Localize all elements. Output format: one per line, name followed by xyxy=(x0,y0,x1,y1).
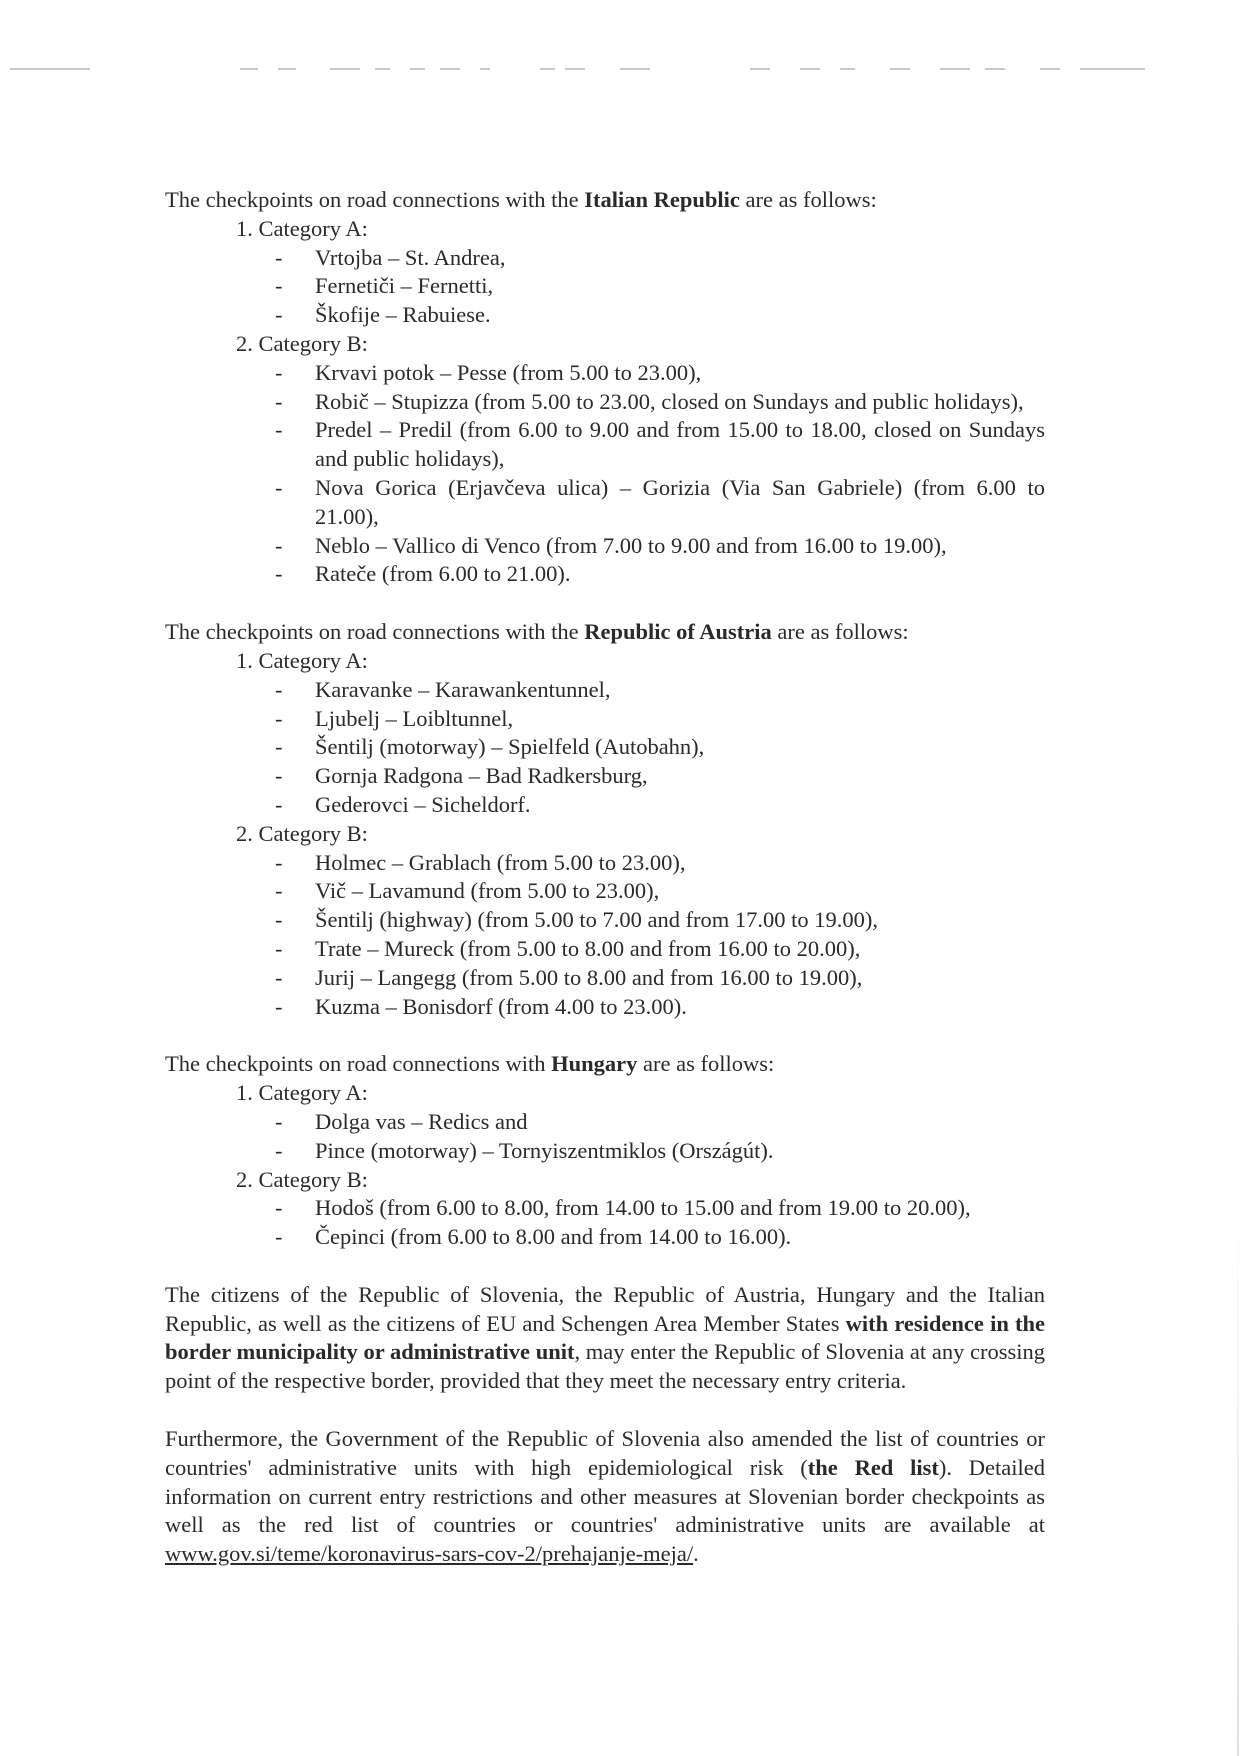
list-item xyxy=(275,1108,1045,1137)
intro-text: The checkpoints on road connections with the xyxy=(165,619,585,645)
checkpoint-text: Trate – Mureck (from 5.00 to 8.00 and from 16.00 to 20.00), xyxy=(315,935,861,961)
dash-bullet: - xyxy=(275,1195,283,1221)
dash-bullet: - xyxy=(275,359,283,385)
page-edge-shadow xyxy=(1237,1200,1239,1756)
category-label: 1. Category A: xyxy=(236,1080,368,1106)
category-label: 2. Category B: xyxy=(236,820,368,846)
checkpoint-text: Šentilj (motorway) – Spielfeld (Autobahn), xyxy=(315,734,705,760)
paragraph-text-end: . xyxy=(693,1541,699,1567)
dash-bullet: - xyxy=(275,734,283,760)
checkpoint-text: Škofije – Rabuiese. xyxy=(315,302,491,328)
list-item xyxy=(275,877,1045,906)
paragraph-text-middle: ). Detailed information on current entry restrictions and other measures at Slovenian border checkpoints as well as the red list of countries or countries' administrative units are available at xyxy=(165,1454,1046,1538)
section-italy xyxy=(165,186,1045,589)
dash-bullet: - xyxy=(275,244,283,270)
checkpoint-list xyxy=(165,676,1045,820)
country-name: Italian Republic xyxy=(584,187,740,212)
section-intro xyxy=(165,1050,1045,1079)
checkpoint-text: Gornja Radgona – Bad Radkersburg, xyxy=(315,763,648,789)
list-item xyxy=(275,560,1045,589)
closing-paragraphs xyxy=(165,1281,1045,1569)
checkpoint-list xyxy=(165,1194,1045,1252)
list-item xyxy=(275,1137,1045,1166)
checkpoint-text: Neblo – Vallico di Venco (from 7.00 to 9.00 and from 16.00 to 19.00), xyxy=(315,532,947,558)
list-item xyxy=(275,791,1045,820)
dash-bullet: - xyxy=(275,705,283,731)
section-intro xyxy=(165,618,1045,647)
checkpoint-text: Fernetiči – Fernetti, xyxy=(315,273,494,299)
category-label: 1. Category A: xyxy=(236,647,368,673)
dash-bullet: - xyxy=(275,302,283,328)
dash-bullet: - xyxy=(275,993,283,1019)
dash-bullet: - xyxy=(275,1224,283,1250)
checkpoint-text: Šentilj (highway) (from 5.00 to 7.00 and from 17.00 to 19.00), xyxy=(315,907,879,933)
checkpoint-text: Krvavi potok – Pesse (from 5.00 to 23.00), xyxy=(315,359,702,385)
checkpoint-text: Hodoš (from 6.00 to 8.00, from 14.00 to 15.00 and from 19.00 to 20.00), xyxy=(315,1195,971,1221)
checkpoint-text: Rateče (from 6.00 to 21.00). xyxy=(315,561,571,587)
intro-text: The checkpoints on road connections with xyxy=(165,1051,552,1077)
dash-bullet: - xyxy=(275,907,283,933)
list-item xyxy=(275,416,1045,474)
dash-bullet: - xyxy=(275,878,283,904)
checkpoint-list xyxy=(165,849,1045,1022)
dash-bullet: - xyxy=(275,791,283,817)
country-name: Republic of Austria xyxy=(584,619,772,645)
dash-bullet: - xyxy=(275,1108,283,1134)
paragraph-text: The citizens of the Republic of Slovenia, the Republic of Austria, Hungary and the Italian Republic, as well as the citizens of EU and Schengen Area Member States xyxy=(165,1281,1045,1336)
bold-phrase: with residence in the border municipality or administrative unit xyxy=(165,1310,1045,1365)
checkpoint-text: Vič – Lavamund (from 5.00 to 23.00), xyxy=(315,878,660,904)
paragraph-text: Furthermore, the Government of the Republic of Slovenia also amended the list of countries or countries' administrative units with high epidemiological risk ( xyxy=(165,1426,1045,1480)
checkpoint-text: Pince (motorway) – Tornyiszentmiklos (Országút). xyxy=(315,1137,774,1163)
list-item xyxy=(275,388,1045,417)
document-body xyxy=(165,186,1045,1569)
dash-bullet: - xyxy=(275,763,283,789)
list-item xyxy=(275,1194,1045,1223)
list-item xyxy=(275,906,1045,935)
checkpoint-text: Karavanke – Karawankentunnel, xyxy=(315,676,611,702)
residence-paragraph xyxy=(165,1281,1045,1396)
list-item xyxy=(275,301,1045,330)
checkpoint-text: Robič – Stupizza (from 5.00 to 23.00, closed on Sundays and public holidays), xyxy=(315,388,1024,414)
dash-bullet: - xyxy=(275,417,283,443)
header-scan-artifact xyxy=(10,62,1150,76)
checkpoint-list xyxy=(165,1108,1045,1166)
list-item xyxy=(275,935,1045,964)
checkpoint-text: Gederovci – Sicheldorf. xyxy=(315,791,531,817)
checkpoint-text: Čepinci (from 6.00 to 8.00 and from 14.00 to 16.00). xyxy=(315,1224,792,1250)
list-item xyxy=(275,676,1045,705)
checkpoint-text: Nova Gorica (Erjavčeva ulica) – Gorizia (Via San Gabriele) (from 6.00 to 21.00), xyxy=(315,474,1045,529)
dash-bullet: - xyxy=(275,676,283,702)
dash-bullet: - xyxy=(275,561,283,587)
dash-bullet: - xyxy=(275,273,283,299)
list-item xyxy=(275,849,1045,878)
checkpoint-text: Dolga vas – Redics and xyxy=(315,1108,528,1134)
list-item xyxy=(275,1223,1045,1252)
checkpoint-list xyxy=(165,359,1045,589)
list-item xyxy=(275,733,1045,762)
list-item xyxy=(275,474,1045,532)
list-item xyxy=(275,359,1045,388)
intro-text-end: are as follows: xyxy=(637,1051,775,1077)
section-austria xyxy=(165,618,1045,1021)
checkpoint-text: Kuzma – Bonisdorf (from 4.00 to 23.00). xyxy=(315,993,687,1019)
intro-text-end: are as follows: xyxy=(739,187,877,212)
intro-text-end: are as follows: xyxy=(771,619,909,645)
checkpoint-list xyxy=(165,244,1045,330)
intro-text: The checkpoints on road connections with the xyxy=(165,187,585,212)
list-item xyxy=(275,272,1045,301)
redlist-paragraph xyxy=(165,1425,1045,1569)
list-item xyxy=(275,964,1045,993)
checkpoint-text: Predel – Predil (from 6.00 to 9.00 and from 15.00 to 18.00, closed on Sundays and public holidays), xyxy=(315,417,1045,472)
paragraph-text-end: , may enter the Republic of Slovenia at any crossing point of the respective border, provided that they meet the necessary entry criteria. xyxy=(165,1339,1046,1394)
dash-bullet: - xyxy=(275,474,283,500)
checkpoint-text: Holmec – Grablach (from 5.00 to 23.00), xyxy=(315,849,686,875)
dash-bullet: - xyxy=(275,964,283,990)
dash-bullet: - xyxy=(275,935,283,961)
gov-si-link[interactable]: www.gov.si/teme/koronavirus-sars-cov-2/prehajanje-meja/ xyxy=(165,1541,694,1567)
checkpoint-text: Ljubelj – Loibltunnel, xyxy=(315,705,514,731)
list-item xyxy=(275,244,1045,273)
dash-bullet: - xyxy=(275,388,283,414)
dash-bullet: - xyxy=(275,849,283,875)
section-intro xyxy=(165,186,1045,215)
dash-bullet: - xyxy=(275,532,283,558)
section-hungary xyxy=(165,1050,1045,1252)
category-label: 2. Category B: xyxy=(236,330,368,356)
country-name: Hungary xyxy=(551,1051,638,1077)
list-item xyxy=(275,993,1045,1022)
dash-bullet: - xyxy=(275,1137,283,1163)
list-item xyxy=(275,762,1045,791)
list-item xyxy=(275,532,1045,561)
checkpoint-text: Vrtojba – St. Andrea, xyxy=(315,244,506,270)
checkpoint-text: Jurij – Langegg (from 5.00 to 8.00 and from 16.00 to 19.00), xyxy=(315,964,863,990)
list-item xyxy=(275,705,1045,734)
bold-phrase: the Red list xyxy=(807,1454,939,1480)
category-label: 1. Category A: xyxy=(236,215,368,241)
category-label: 2. Category B: xyxy=(236,1166,368,1192)
